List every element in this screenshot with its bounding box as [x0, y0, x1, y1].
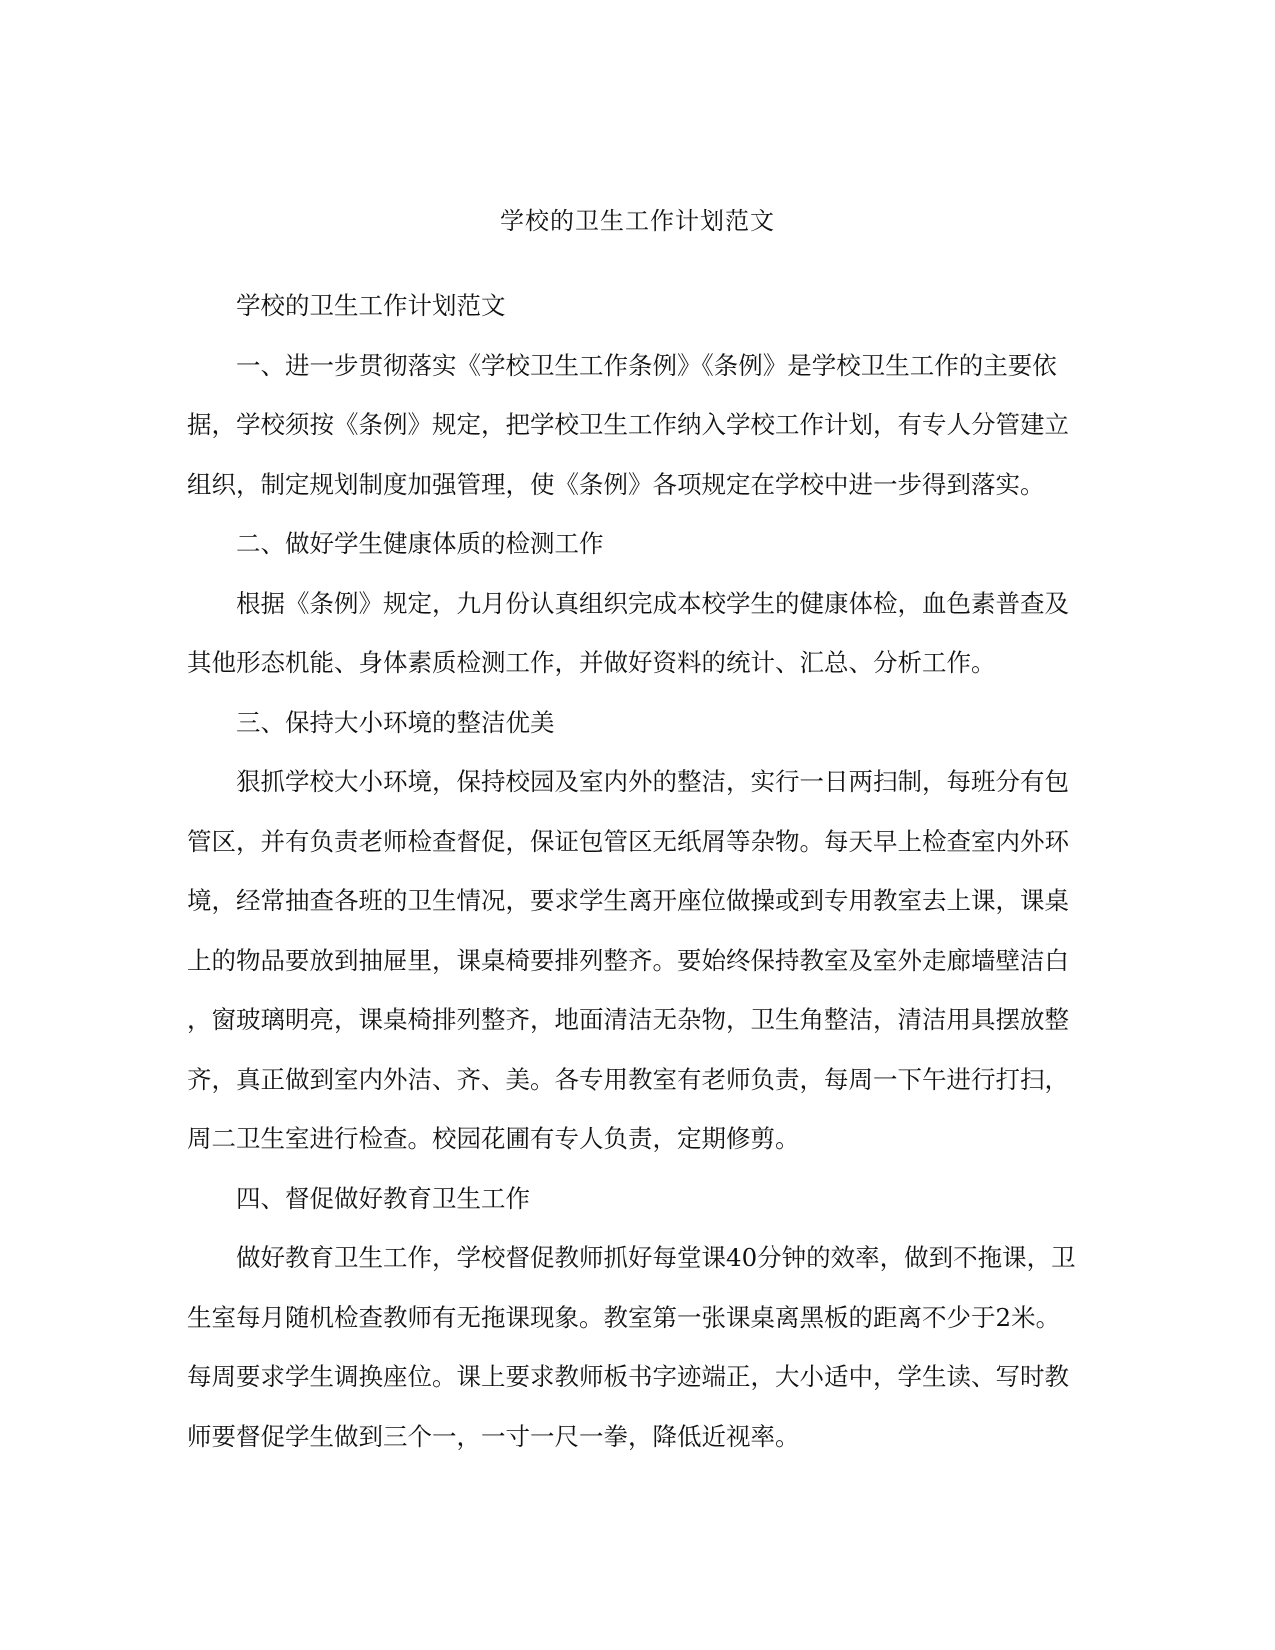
- section-heading-4: [187, 1169, 1087, 1229]
- text-line: 根据《条例》规定，九月份认真组织完成本校学生的健康体检，血色素普查及: [236, 588, 1069, 618]
- text-line: 组织，制定规划制度加强管理，使《条例》各项规定在学校中进一步得到落实。: [187, 469, 1045, 499]
- text-line: 三、保持大小环境的整洁优美: [236, 707, 555, 737]
- text-line: 师要督促学生做到三个一，一寸一尺一拳，降低近视率。: [187, 1421, 800, 1451]
- paragraph-section-4: [187, 1228, 1087, 1466]
- text-line: 上的物品要放到抽屉里，课桌椅要排列整齐。要始终保持教室及室外走廊墙壁洁白: [187, 945, 1069, 975]
- text-line: 四、督促做好教育卫生工作: [236, 1183, 530, 1213]
- paragraph-section-1: [187, 336, 1087, 515]
- text-line: 狠抓学校大小环境，保持校园及室内外的整洁，实行一日两扫制，每班分有包: [236, 767, 1069, 796]
- text-line: 其他形态机能、身体素质检测工作，并做好资料的统计、汇总、分析工作。: [187, 648, 996, 677]
- document-body: [187, 276, 1087, 1466]
- text-line: 管区，并有负责老师检查督促，保证包管区无纸屑等杂物。每天早上检查室内外环: [187, 826, 1069, 856]
- paragraph-heading-repeat: [187, 276, 1087, 336]
- text-line: 每周要求学生调换座位。课上要求教师板书字迹端正，大小适中，学生读、写时教: [187, 1362, 1069, 1391]
- text-line: ，窗玻璃明亮，课桌椅排列整齐，地面清洁无杂物，卫生角整洁，清洁用具摆放整: [187, 1005, 1069, 1034]
- text-line: 生室每月随机检查教师有无拖课现象。教室第一张课桌离黑板的距离不少于2米。: [187, 1302, 1061, 1332]
- text-line: 做好教育卫生工作，学校督促教师抓好每堂课40分钟的效率，做到不拖课，卫: [236, 1243, 1076, 1272]
- text-line: 境，经常抽查各班的卫生情况，要求学生离开座位做操或到专用教室去上课，课桌: [187, 886, 1069, 915]
- section-heading-2: [187, 514, 1087, 574]
- text-line: 据，学校须按《条例》规定，把学校卫生工作纳入学校工作计划，有专人分管建立: [187, 410, 1069, 439]
- text-line: 二、做好学生健康体质的检测工作: [236, 529, 604, 558]
- document-title: 学校的卫生工作计划范文: [500, 207, 775, 235]
- text-line: 学校的卫生工作计划范文: [236, 291, 506, 320]
- text-line: 一、进一步贯彻落实《学校卫生工作条例》《条例》是学校卫生工作的主要依: [236, 350, 1057, 380]
- text-line: 周二卫生室进行检查。校园花圃有专人负责，定期修剪。: [187, 1124, 800, 1153]
- section-heading-3: [187, 693, 1087, 753]
- paragraph-section-2: [187, 574, 1087, 693]
- text-line: 齐，真正做到室内外洁、齐、美。各专用教室有老师负责，每周一下午进行打扫，: [187, 1064, 1069, 1094]
- paragraph-section-3: [187, 752, 1087, 1169]
